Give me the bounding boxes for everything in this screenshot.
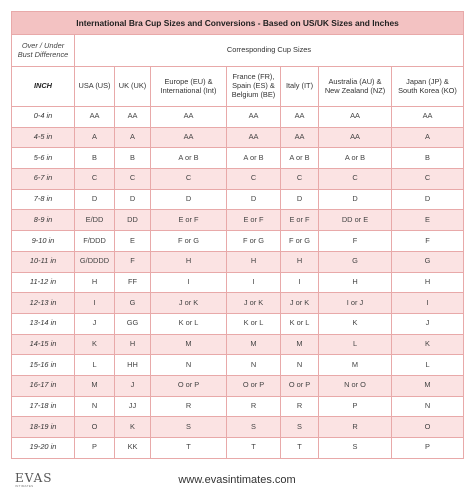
cup-size-cell-australia: A or B bbox=[319, 148, 392, 169]
cup-size-cell-europe: F or G bbox=[151, 231, 227, 252]
cup-size-cell-italy: F or G bbox=[281, 231, 319, 252]
cup-size-cell-europe: C bbox=[151, 169, 227, 190]
cup-size-cell-europe: E or F bbox=[151, 210, 227, 231]
footer bbox=[0, 470, 474, 492]
cup-size-cell-uk: E bbox=[115, 231, 151, 252]
cup-size-cell-italy: E or F bbox=[281, 210, 319, 231]
bust-difference-cell: 17-18 in bbox=[12, 396, 75, 417]
cup-size-cell-europe: H bbox=[151, 251, 227, 272]
logo-text: EVAS bbox=[15, 471, 53, 485]
cup-size-cell-usa: L bbox=[75, 355, 115, 376]
table-row bbox=[12, 417, 464, 438]
cup-size-cell-uk: JJ bbox=[115, 396, 151, 417]
table-row bbox=[12, 107, 464, 128]
column-header-italy: Italy (IT) bbox=[281, 67, 319, 107]
bust-difference-cell: 0-4 in bbox=[12, 107, 75, 128]
cup-size-cell-europe: J or K bbox=[151, 293, 227, 314]
bust-difference-cell: 11-12 in bbox=[12, 272, 75, 293]
table-row bbox=[12, 355, 464, 376]
cup-size-cell-france: H bbox=[227, 251, 281, 272]
cup-size-cell-japan: J bbox=[392, 313, 464, 334]
bust-difference-cell: 8-9 in bbox=[12, 210, 75, 231]
table-row bbox=[12, 375, 464, 396]
cup-size-cell-italy: K or L bbox=[281, 313, 319, 334]
cup-size-cell-uk: DD bbox=[115, 210, 151, 231]
table-row bbox=[12, 210, 464, 231]
cup-size-cell-europe: R bbox=[151, 396, 227, 417]
cup-size-cell-italy: S bbox=[281, 417, 319, 438]
cup-size-cell-uk: D bbox=[115, 189, 151, 210]
column-header-row bbox=[12, 67, 464, 107]
column-header-france: France (FR), Spain (ES) & Belgium (BE) bbox=[227, 67, 281, 107]
table-row bbox=[12, 313, 464, 334]
cup-size-cell-japan: I bbox=[392, 293, 464, 314]
cup-size-cell-europe: AA bbox=[151, 127, 227, 148]
cup-size-cell-japan: G bbox=[392, 251, 464, 272]
bust-difference-cell: 19-20 in bbox=[12, 438, 75, 459]
column-header-uk: UK (UK) bbox=[115, 67, 151, 107]
cup-size-cell-europe: O or P bbox=[151, 375, 227, 396]
cup-size-cell-japan: F bbox=[392, 231, 464, 252]
cup-size-cell-europe: S bbox=[151, 417, 227, 438]
table-body bbox=[12, 107, 464, 459]
cup-size-cell-italy: T bbox=[281, 438, 319, 459]
bust-difference-cell: 14-15 in bbox=[12, 334, 75, 355]
bust-difference-cell: 7-8 in bbox=[12, 189, 75, 210]
cup-size-cell-uk: B bbox=[115, 148, 151, 169]
cup-size-cell-france: F or G bbox=[227, 231, 281, 252]
website-url[interactable]: www.evasintimates.com bbox=[178, 474, 296, 486]
cup-size-cell-france: R bbox=[227, 396, 281, 417]
cup-size-cell-australia: F bbox=[319, 231, 392, 252]
cup-size-cell-europe: I bbox=[151, 272, 227, 293]
cup-size-cell-usa: I bbox=[75, 293, 115, 314]
bust-difference-cell: 16-17 in bbox=[12, 375, 75, 396]
cup-size-cell-uk: KK bbox=[115, 438, 151, 459]
logo-subtext: INTIMATES bbox=[15, 484, 34, 488]
corresponding-cup-sizes-header: Corresponding Cup Sizes bbox=[75, 35, 464, 67]
cup-size-cell-france: AA bbox=[227, 107, 281, 128]
cup-size-cell-italy: I bbox=[281, 272, 319, 293]
cup-size-cell-japan: N bbox=[392, 396, 464, 417]
cup-size-cell-australia: AA bbox=[319, 107, 392, 128]
cup-size-cell-france: S bbox=[227, 417, 281, 438]
cup-size-cell-japan: L bbox=[392, 355, 464, 376]
size-conversion-table bbox=[11, 11, 464, 459]
cup-size-cell-italy: J or K bbox=[281, 293, 319, 314]
header-row-top bbox=[12, 35, 464, 67]
bust-difference-cell: 4-5 in bbox=[12, 127, 75, 148]
cup-size-cell-france: T bbox=[227, 438, 281, 459]
cup-size-cell-australia: I or J bbox=[319, 293, 392, 314]
cup-size-cell-italy: A or B bbox=[281, 148, 319, 169]
bust-difference-cell: 13-14 in bbox=[12, 313, 75, 334]
cup-size-cell-japan: AA bbox=[392, 107, 464, 128]
cup-size-cell-usa: J bbox=[75, 313, 115, 334]
cup-size-cell-uk: C bbox=[115, 169, 151, 190]
bust-difference-cell: 18-19 in bbox=[12, 417, 75, 438]
cup-size-cell-usa: B bbox=[75, 148, 115, 169]
bust-difference-cell: 15-16 in bbox=[12, 355, 75, 376]
cup-size-cell-australia: M bbox=[319, 355, 392, 376]
cup-size-cell-usa: K bbox=[75, 334, 115, 355]
cup-size-cell-france: I bbox=[227, 272, 281, 293]
cup-size-cell-usa: C bbox=[75, 169, 115, 190]
cup-size-cell-italy: D bbox=[281, 189, 319, 210]
cup-size-cell-europe: D bbox=[151, 189, 227, 210]
cup-size-cell-france: D bbox=[227, 189, 281, 210]
cup-size-cell-australia: L bbox=[319, 334, 392, 355]
bust-difference-cell: 6-7 in bbox=[12, 169, 75, 190]
bust-difference-cell: 10-11 in bbox=[12, 251, 75, 272]
cup-size-cell-usa: D bbox=[75, 189, 115, 210]
cup-size-cell-uk: G bbox=[115, 293, 151, 314]
table-row bbox=[12, 334, 464, 355]
cup-size-cell-france: N bbox=[227, 355, 281, 376]
cup-size-cell-australia: H bbox=[319, 272, 392, 293]
cup-size-cell-europe: T bbox=[151, 438, 227, 459]
cup-size-cell-uk: J bbox=[115, 375, 151, 396]
cup-size-cell-japan: E bbox=[392, 210, 464, 231]
cup-size-cell-australia: DD or E bbox=[319, 210, 392, 231]
table-row bbox=[12, 189, 464, 210]
table-row bbox=[12, 438, 464, 459]
cup-size-cell-uk: HH bbox=[115, 355, 151, 376]
bust-difference-cell: 9-10 in bbox=[12, 231, 75, 252]
cup-size-cell-usa: P bbox=[75, 438, 115, 459]
cup-size-cell-australia: G bbox=[319, 251, 392, 272]
cup-size-cell-usa: AA bbox=[75, 107, 115, 128]
cup-size-cell-uk: F bbox=[115, 251, 151, 272]
cup-size-cell-italy: AA bbox=[281, 107, 319, 128]
cup-size-cell-uk: AA bbox=[115, 107, 151, 128]
cup-size-cell-usa: E/DD bbox=[75, 210, 115, 231]
cup-size-cell-japan: M bbox=[392, 375, 464, 396]
cup-size-cell-uk: K bbox=[115, 417, 151, 438]
cup-size-cell-japan: K bbox=[392, 334, 464, 355]
table-row bbox=[12, 251, 464, 272]
column-header-australia: Australia (AU) & New Zealand (NZ) bbox=[319, 67, 392, 107]
cup-size-cell-europe: N bbox=[151, 355, 227, 376]
cup-size-cell-italy: AA bbox=[281, 127, 319, 148]
cup-size-cell-australia: D bbox=[319, 189, 392, 210]
bust-difference-header: Over / Under Bust Difference bbox=[12, 35, 75, 67]
bust-difference-cell: 12-13 in bbox=[12, 293, 75, 314]
cup-size-cell-japan: P bbox=[392, 438, 464, 459]
cup-size-cell-australia: P bbox=[319, 396, 392, 417]
table-title-row bbox=[12, 12, 464, 35]
cup-size-cell-japan: B bbox=[392, 148, 464, 169]
cup-size-cell-europe: A or B bbox=[151, 148, 227, 169]
cup-size-cell-australia: AA bbox=[319, 127, 392, 148]
table-row bbox=[12, 293, 464, 314]
cup-size-cell-japan: D bbox=[392, 189, 464, 210]
column-header-usa: USA (US) bbox=[75, 67, 115, 107]
table-row bbox=[12, 272, 464, 293]
cup-size-cell-usa: O bbox=[75, 417, 115, 438]
cup-size-cell-australia: R bbox=[319, 417, 392, 438]
cup-size-cell-europe: K or L bbox=[151, 313, 227, 334]
cup-size-cell-france: O or P bbox=[227, 375, 281, 396]
cup-size-cell-usa: H bbox=[75, 272, 115, 293]
column-header-japan: Japan (JP) & South Korea (KO) bbox=[392, 67, 464, 107]
cup-size-cell-uk: H bbox=[115, 334, 151, 355]
cup-size-cell-italy: C bbox=[281, 169, 319, 190]
table-row bbox=[12, 148, 464, 169]
cup-size-cell-australia: K bbox=[319, 313, 392, 334]
column-header-inch: INCH bbox=[12, 67, 75, 107]
cup-size-cell-uk: GG bbox=[115, 313, 151, 334]
cup-size-cell-france: E or F bbox=[227, 210, 281, 231]
bust-difference-cell: 5-6 in bbox=[12, 148, 75, 169]
cup-size-cell-europe: M bbox=[151, 334, 227, 355]
cup-size-cell-uk: FF bbox=[115, 272, 151, 293]
table-title: International Bra Cup Sizes and Conversions - Based on US/UK Sizes and Inches bbox=[12, 12, 464, 35]
cup-size-cell-australia: N or O bbox=[319, 375, 392, 396]
cup-size-cell-australia: S bbox=[319, 438, 392, 459]
cup-size-cell-japan: H bbox=[392, 272, 464, 293]
cup-size-cell-europe: AA bbox=[151, 107, 227, 128]
cup-size-cell-uk: A bbox=[115, 127, 151, 148]
cup-size-cell-france: K or L bbox=[227, 313, 281, 334]
cup-size-cell-japan: A bbox=[392, 127, 464, 148]
cup-size-cell-japan: C bbox=[392, 169, 464, 190]
cup-size-cell-italy: H bbox=[281, 251, 319, 272]
cup-size-cell-usa: G/DDDD bbox=[75, 251, 115, 272]
cup-size-cell-italy: O or P bbox=[281, 375, 319, 396]
cup-size-cell-france: AA bbox=[227, 127, 281, 148]
cup-size-cell-italy: N bbox=[281, 355, 319, 376]
column-header-europe: Europe (EU) & International (Int) bbox=[151, 67, 227, 107]
cup-size-cell-italy: M bbox=[281, 334, 319, 355]
cup-size-cell-australia: C bbox=[319, 169, 392, 190]
table-row bbox=[12, 231, 464, 252]
cup-size-cell-usa: F/DDD bbox=[75, 231, 115, 252]
table-row bbox=[12, 127, 464, 148]
cup-size-cell-usa: M bbox=[75, 375, 115, 396]
table-row bbox=[12, 169, 464, 190]
cup-size-cell-usa: A bbox=[75, 127, 115, 148]
table-row bbox=[12, 396, 464, 417]
cup-size-cell-france: J or K bbox=[227, 293, 281, 314]
size-chart-container bbox=[11, 11, 463, 459]
cup-size-cell-france: C bbox=[227, 169, 281, 190]
cup-size-cell-usa: N bbox=[75, 396, 115, 417]
cup-size-cell-japan: O bbox=[392, 417, 464, 438]
cup-size-cell-france: M bbox=[227, 334, 281, 355]
cup-size-cell-france: A or B bbox=[227, 148, 281, 169]
cup-size-cell-italy: R bbox=[281, 396, 319, 417]
